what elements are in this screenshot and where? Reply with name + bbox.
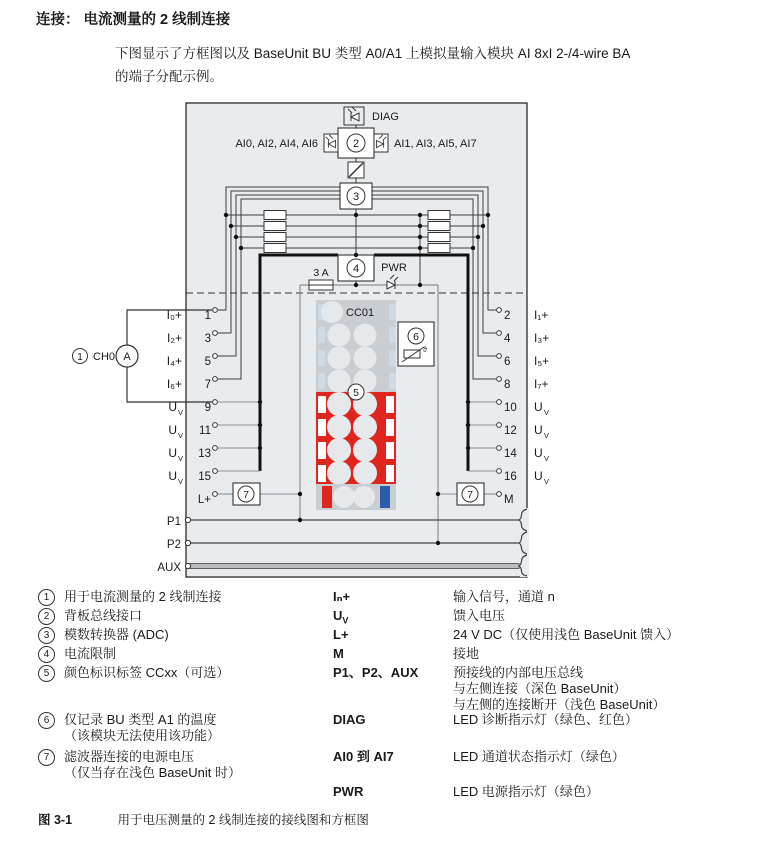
filter-supply-right (457, 483, 484, 505)
badge-5: 5 (353, 387, 359, 399)
svg-text:V: V (544, 408, 550, 417)
svg-text:I₃+: I₃+ (534, 331, 550, 345)
rail-p1-label: P1 (166, 516, 181, 528)
svg-text:14: 14 (504, 448, 517, 460)
svg-text:M: M (504, 494, 514, 506)
badge-6: 6 (413, 331, 419, 343)
svg-text:6: 6 (504, 356, 511, 368)
svg-text:3: 3 (204, 333, 211, 345)
adc-block (340, 183, 372, 209)
color-code-block (316, 300, 396, 510)
svg-text:9: 9 (204, 402, 211, 414)
badge-7: 7 (467, 489, 473, 501)
theta-label: ϑ (423, 347, 427, 354)
svg-text:V: V (178, 477, 184, 486)
badge-2: 2 (352, 138, 360, 150)
legend-badge-6: 6 (38, 712, 55, 729)
svg-text:2: 2 (504, 310, 511, 322)
svg-text:U: U (534, 446, 543, 460)
svg-text:U: U (534, 400, 543, 414)
svg-text:V: V (544, 477, 550, 486)
diag-label: DIAG (372, 111, 399, 123)
legend-item-5: 5 颜色标识标签 CCxx（可选） (38, 665, 55, 682)
ammeter-icon: A (123, 351, 131, 363)
svg-text:1: 1 (204, 310, 211, 322)
legend-item-4: 4 电流限制 (38, 646, 55, 663)
legend-item-3: 3 模数转换器 (ADC) (38, 627, 55, 644)
legend-item-6: 6 仅记录 BU 类型 A1 的温度 （该模块无法使用该功能） (38, 712, 55, 729)
current-limit-block (338, 255, 374, 285)
ai-left-label: AI0, AI2, AI4, AI6 (235, 138, 318, 150)
figure-caption (38, 810, 369, 828)
svg-text:V: V (178, 454, 184, 463)
svg-text:I₅+: I₅+ (534, 354, 550, 368)
temperature-block (398, 322, 434, 366)
svg-text:8: 8 (504, 379, 511, 391)
ch0-label: CH0 (93, 351, 116, 363)
svg-text:I₂+: I₂+ (167, 331, 182, 345)
svg-text:U: U (168, 446, 177, 460)
legend-badge-2: 2 (38, 608, 55, 625)
term-uv: $U_V$ 馈入电压 (333, 608, 506, 626)
term-m: M 接地 (333, 646, 480, 661)
ai-right-label: AI1, AI3, AI5, AI7 (394, 138, 477, 150)
svg-text:U: U (168, 423, 177, 437)
legend-item-7: 7 滤波器连接的电源电压 （仅当存在浅色 BaseUnit 时） (38, 749, 55, 766)
svg-text:U: U (168, 400, 177, 414)
badge-1: 1 (77, 352, 83, 363)
figure-number: 图 3-1 (38, 813, 73, 827)
term-lplus: L+ 24 V DC（仅使用浅色 BaseUnit 馈入） (333, 627, 680, 642)
red-coding-key (322, 486, 332, 508)
term-in: Iₙ+ 输入信号，通道 n (333, 589, 555, 604)
svg-text:I₀+: I₀+ (166, 308, 182, 322)
svg-text:I₇+: I₇+ (534, 377, 549, 391)
badge-4: 4 (352, 263, 360, 275)
svg-text:5: 5 (204, 356, 211, 368)
term-diag: DIAG LED 诊断指示灯（绿色、红色） (333, 712, 638, 727)
intro-paragraph: 下图显示了方框图以及 BaseUnit BU 类型 A0/A1 上模拟量输入模块 AI 8xI 2-/4-wire BA 的端子分配示例。 (115, 46, 631, 84)
rail-aux-label: AUX (157, 562, 181, 574)
svg-text:V: V (178, 408, 184, 417)
svg-text:4: 4 (504, 333, 511, 345)
svg-text:11: 11 (199, 425, 211, 437)
svg-text:13: 13 (198, 448, 211, 460)
svg-text:U: U (534, 469, 543, 483)
svg-text:I₁+: I₁+ (534, 308, 549, 322)
svg-text:V: V (178, 431, 184, 440)
badge-7: 7 (243, 489, 249, 501)
legend-badge-4: 4 (38, 646, 55, 663)
cc-label: CC01 (346, 307, 375, 319)
blue-coding-key (380, 486, 390, 508)
svg-text:I₆+: I₆+ (166, 377, 182, 391)
fuse-label: 3 A (313, 267, 329, 279)
svg-text:V: V (544, 431, 550, 440)
legend-badge-1: 1 (38, 589, 55, 606)
pwr-label: PWR (381, 262, 407, 274)
svg-text:15: 15 (198, 471, 211, 483)
svg-text:L+: L+ (197, 494, 211, 506)
svg-text:V: V (544, 454, 550, 463)
svg-text:U: U (168, 469, 177, 483)
term-pwr: PWR LED 电源指示灯（绿色） (333, 784, 599, 799)
svg-text:I₄+: I₄+ (166, 354, 182, 368)
term-rails: P1、P2、AUX 预接线的内部电压总线 与左侧连接（深色 BaseUnit） 与左侧的连接断开（浅色 BaseUnit） (333, 665, 666, 712)
legend-item-2: 2 背板总线接口 (38, 608, 55, 625)
term-ai: AI0 到 AI7 LED 通道状态指示灯（绿色） (333, 749, 625, 764)
svg-text:7: 7 (204, 379, 211, 391)
legend-badge-5: 5 (38, 665, 55, 682)
svg-text:10: 10 (504, 402, 517, 414)
svg-text:16: 16 (504, 471, 517, 483)
badge-3: 3 (352, 191, 360, 203)
legend-badge-3: 3 (38, 627, 55, 644)
legend-item-1: 1 用于电流测量的 2 线制连接 (38, 589, 55, 606)
legend-badge-7: 7 (38, 749, 55, 766)
filter-supply-left (233, 483, 260, 505)
figure-caption-text: 用于电压测量的 2 线制连接的接线图和方框图 (117, 813, 369, 827)
svg-text:12: 12 (504, 425, 517, 437)
page-title: 连接： 电流测量的 2 线制连接 (36, 12, 231, 28)
rail-p2-label: P2 (166, 539, 181, 551)
svg-text:U: U (534, 423, 543, 437)
